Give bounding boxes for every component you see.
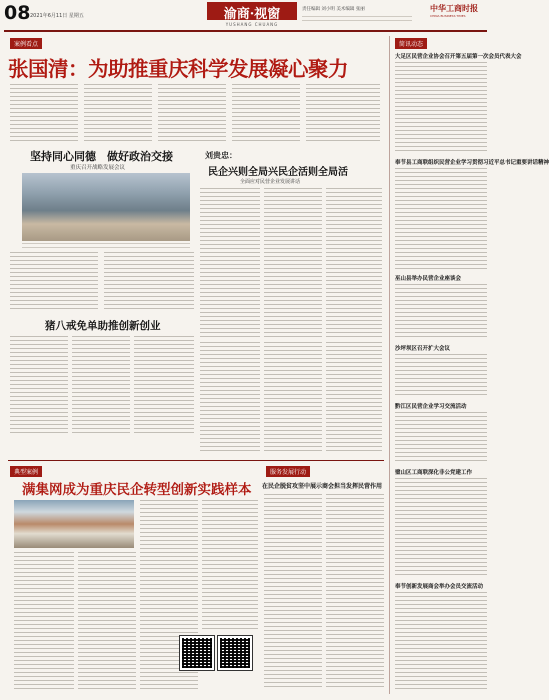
column-divider — [389, 36, 390, 694]
qr-code-left[interactable] — [180, 636, 214, 670]
mid-text-1 — [264, 494, 322, 690]
lead-text-col-1 — [10, 84, 78, 144]
photo-caption — [22, 243, 190, 249]
section-tag-typical: 典型案例 — [10, 466, 42, 477]
quote-text-6 — [326, 342, 382, 452]
sub-headline-zbj: 猪八戒免单助推创新创业 — [45, 320, 161, 332]
body-text-b2 — [72, 336, 130, 436]
bottom-headline: 满集网成为重庆民企转型创新实践样本 — [22, 482, 252, 498]
body-text-a2 — [104, 252, 194, 312]
event-photo — [14, 500, 134, 548]
bottom-text-2 — [78, 552, 136, 692]
date-line: 2021年6月11日 星期五 — [30, 13, 84, 19]
masthead — [0, 0, 491, 34]
news-item-3-title: 巫山县举办民营企业座谈会 — [395, 276, 462, 282]
news-item-5-title: 黔江区民营企业学习交流活动 — [395, 404, 467, 410]
lead-text-col-2 — [84, 84, 152, 144]
section-tag-service: 服务发展行动 — [266, 466, 310, 477]
bottom-text-1 — [14, 552, 74, 692]
contact-line — [302, 16, 412, 21]
section-divider — [8, 460, 384, 461]
body-text-b3 — [134, 336, 194, 436]
news-item-1-title: 大足区民营企业协会召开第五届第一次会员代表大会 — [395, 54, 522, 60]
center-subtitle: YUSHANG CHUANG — [225, 22, 279, 27]
qr-code-right[interactable] — [218, 636, 252, 670]
body-text-a1 — [10, 252, 98, 312]
news-item-6-text — [395, 478, 487, 578]
quote-caption: 全面应对民营企业发展讲话 — [240, 179, 301, 185]
header-rule — [4, 30, 487, 32]
mid-text-2 — [326, 494, 384, 690]
news-item-2-text — [395, 168, 487, 270]
body-text-b1 — [10, 336, 68, 436]
brand-logo: 中华工商时报 — [430, 3, 478, 13]
center-title: 渝商·视窗 — [223, 7, 281, 22]
meeting-photo — [22, 173, 190, 241]
lead-text-col-4 — [232, 84, 300, 144]
quote-headline: 民企兴则全局兴民企活则全局活 — [208, 167, 348, 178]
sub-headline-unity-caption: 重庆召开战略发展会议 — [70, 165, 126, 171]
section-tag-news: 简讯动态 — [395, 38, 427, 49]
news-item-3-text — [395, 284, 487, 340]
section-tag-cases: 案例看点 — [10, 38, 42, 49]
quote-text-2 — [264, 188, 322, 338]
bottom-text-4 — [202, 500, 258, 630]
main-headline: 张国清：为助推重庆科学发展凝心聚力 — [8, 57, 348, 81]
news-item-1-text — [395, 62, 487, 154]
lead-text-col-5 — [306, 84, 380, 144]
news-item-4-title: 沙坪坝区召开扩大会议 — [395, 346, 451, 352]
brand-sub: CHINA BUSINESS TIMES — [430, 14, 466, 18]
quote-text-3 — [326, 188, 382, 338]
mid-headline: 在民企脱贫攻坚中展示商会担当发挥民营作用 — [262, 483, 383, 490]
news-item-5-text — [395, 412, 487, 464]
editor-line: 责任编辑 刘小明 美术编辑 张丽 — [302, 7, 365, 12]
page-number: 08 — [4, 2, 31, 24]
lead-text-col-3 — [158, 84, 226, 144]
quote-speaker: 刘贵忠： — [205, 150, 237, 160]
sub-headline-unity: 坚持同心同德 做好政治交接 — [30, 150, 173, 163]
quote-text-1 — [200, 188, 260, 338]
news-item-4-text — [395, 354, 487, 398]
news-item-6-title: 璧山区工商联深化非公党建工作 — [395, 470, 473, 476]
quote-text-5 — [264, 342, 322, 452]
news-item-7-title: 奉节创新发展商会举办会员交流活动 — [395, 584, 484, 590]
news-item-2-title: 奉节县工商联组织民营企业学习贯彻习近平总书记重要讲话精神 — [395, 160, 549, 166]
news-item-7-text — [395, 592, 487, 692]
quote-text-4 — [200, 342, 260, 452]
